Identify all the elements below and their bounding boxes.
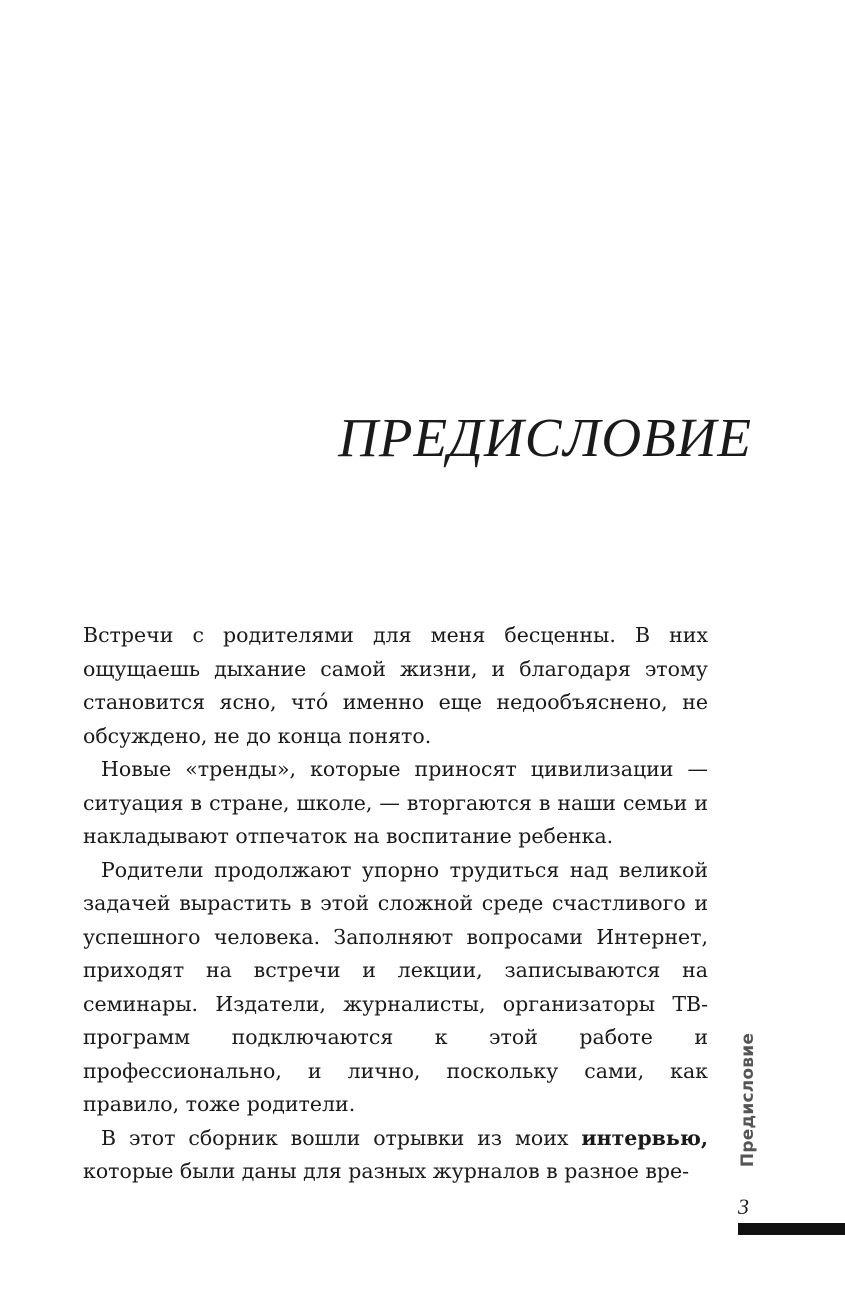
paragraph-2: Новые «тренды», которые приносят цивилизации — ситуация в стране, школе, — вторгаются в наши семьи и накладывают отпечаток на воспитание ребенка. (83, 757, 708, 848)
running-head-label: Предисловие (738, 1032, 758, 1168)
paragraph-4 (83, 1122, 708, 1189)
chapter-title: ПРЕДИСЛОВИЕ (338, 407, 752, 468)
page-number: 3 (738, 1194, 749, 1219)
paragraph-3: Родители продолжают упорно трудиться над великой задачей вырастить в этой сложной среде счастливого и успешного человека. Заполняют вопросами Интернет, приходят на встречи и лекции, записываются на семинары. Издатели, журналисты, организаторы ТВ-программ подключаются к этой работе и профессионально, и лично, поскольку сами, как правило, тоже родители. (83, 857, 708, 1116)
paragraph-4-emphasis: интервью, (581, 1125, 708, 1150)
running-head (731, 1022, 765, 1178)
paragraph-1: Встречи с родителями для меня бесценны. В них ощущаешь дыхание самой жизни, и благодаря этому становится ясно, чтó именно еще недообъяснено, не обсуждено, не до конца понято. (83, 623, 708, 748)
paragraph-4-end: которые были даны для разных журналов в разное вре- (83, 1159, 690, 1183)
paragraph-4-start: В этот сборник вошли отрывки из моих (101, 1125, 582, 1150)
body-text (83, 619, 708, 1189)
page-marker-bar (738, 1223, 845, 1235)
